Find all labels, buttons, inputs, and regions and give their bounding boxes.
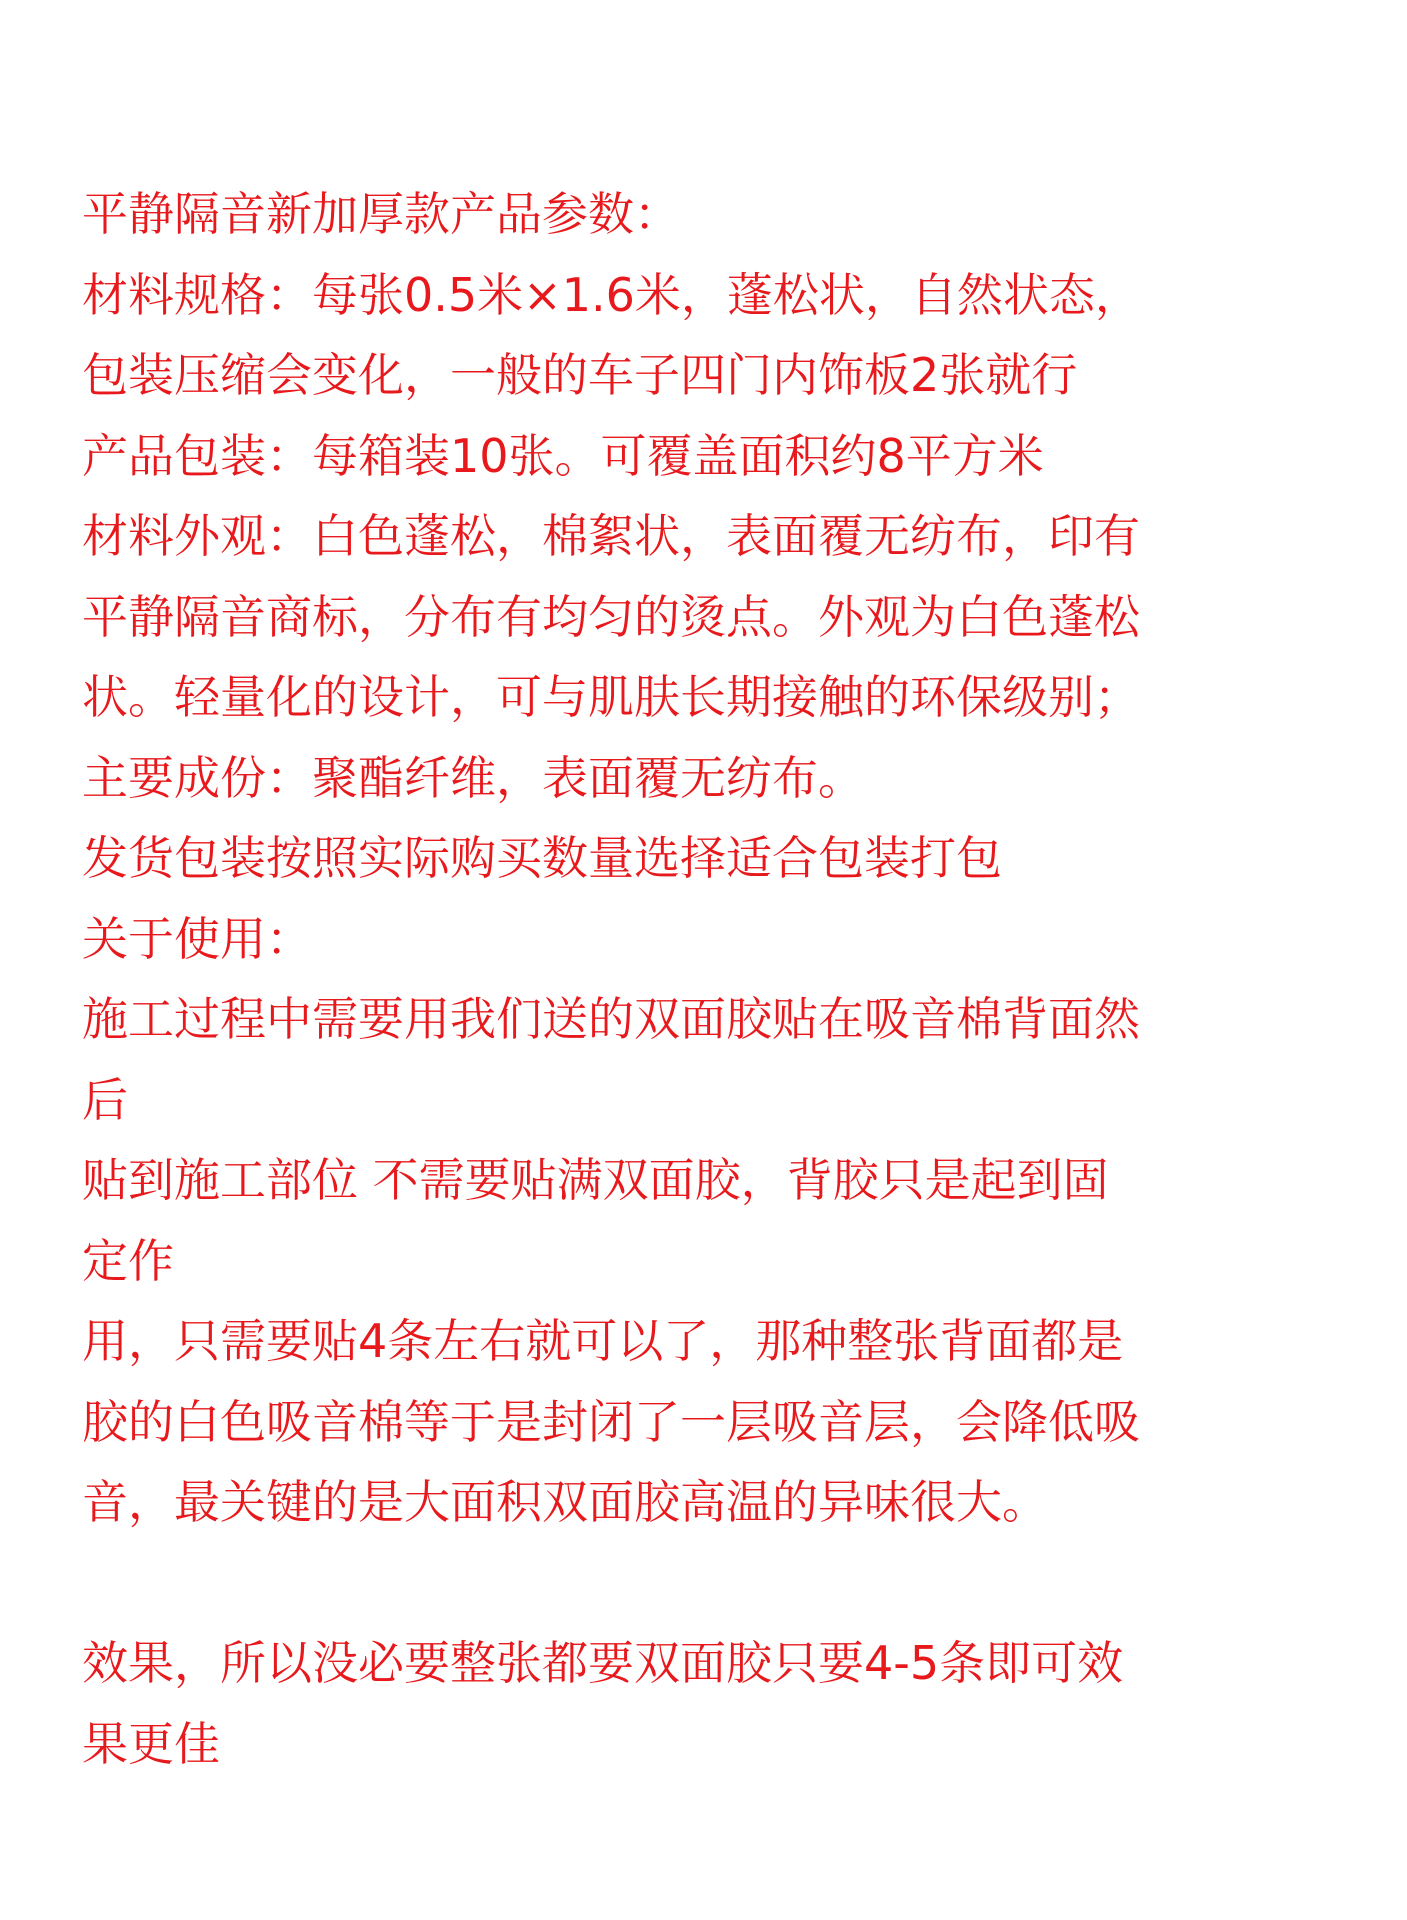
text-line-packaging: 产品包装：每箱装10张。可覆盖面积约8平方米 <box>82 428 1044 483</box>
text-line-usage-7: 音，最关键的是大面积双面胶高温的异味很大。 <box>82 1475 1048 1529</box>
text-line-effect-2: 果更佳 <box>82 1716 220 1771</box>
text-line-compression: 包装压缩会变化，一般的车子四门内饰板2张就行 <box>82 348 1078 402</box>
text-line-usage-1: 施工过程中需要用我们送的双面胶贴在吸音棉背面然 <box>82 992 1140 1046</box>
text-line-usage-heading: 关于使用： <box>82 911 312 966</box>
doc-title-line: 平静隔音新加厚款产品参数： <box>82 187 680 241</box>
text-line-usage-5: 用，只需要贴4条左右就可以了，那种整张背面都是 <box>82 1314 1124 1368</box>
text-line-shipping: 发货包装按照实际购买数量选择适合包装打包 <box>82 831 1002 885</box>
text-line-usage-6: 胶的白色吸音棉等于是封闭了一层吸音层，会降低吸 <box>82 1394 1140 1449</box>
text-line-trademark: 平静隔音商标，分布有均匀的烫点。外观为白色蓬松 <box>82 589 1140 644</box>
text-line-composition: 主要成份：聚酯纤维，表面覆无纺布。 <box>82 750 864 805</box>
text-line-material-spec: 材料规格：每张0.5米×1.6米，蓬松状，自然状态， <box>82 267 1141 322</box>
blank-line-spacer <box>82 1543 1382 1624</box>
text-line-usage-4: 定作 <box>82 1233 174 1288</box>
document-body <box>82 174 1382 1784</box>
text-line-appearance: 材料外观：白色蓬松，棉絮状，表面覆无纺布，印有 <box>82 509 1140 563</box>
text-line-lightweight: 状。轻量化的设计，可与肌肤长期接触的环保级别； <box>82 670 1140 724</box>
text-line-usage-3: 贴到施工部位 不需要贴满双面胶，背胶只是起到固 <box>82 1153 1109 1207</box>
text-line-effect-1: 效果，所以没必要整张都要双面胶只要4-5条即可效 <box>82 1636 1124 1690</box>
text-line-usage-2: 后 <box>82 1072 128 1127</box>
